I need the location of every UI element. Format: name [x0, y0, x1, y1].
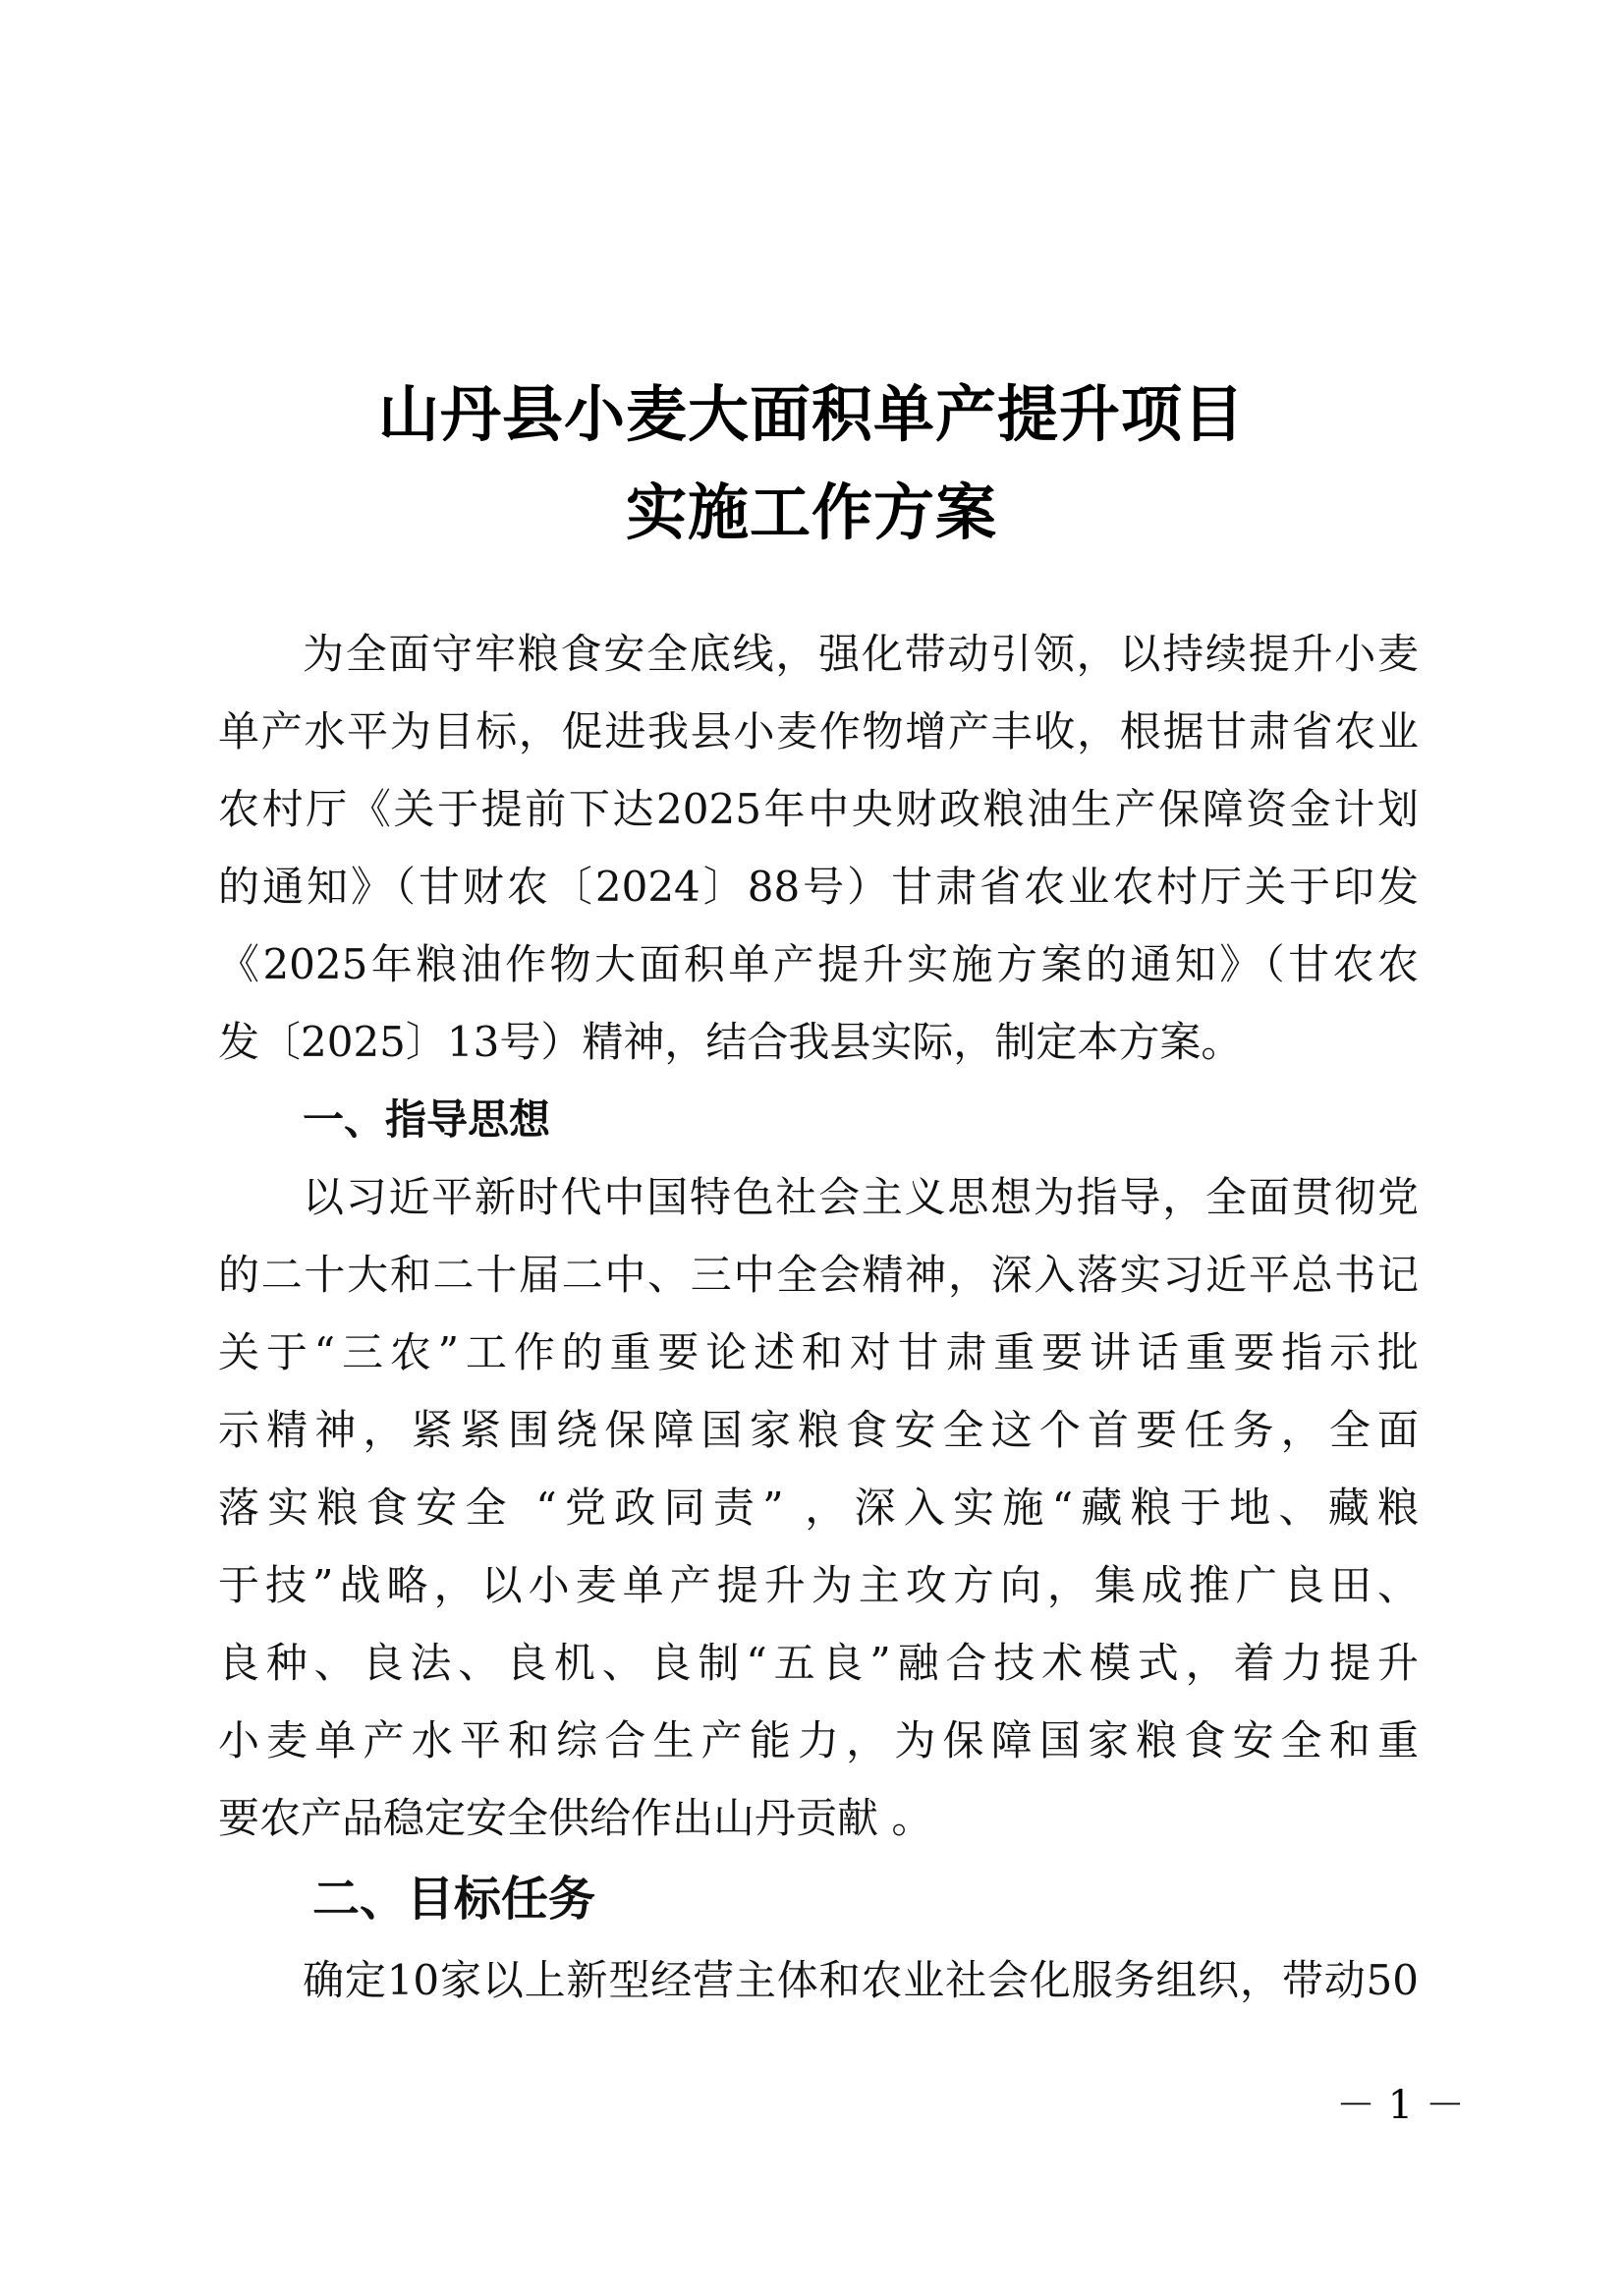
- intro-line: 农村厅《关于提前下达2025年中央财政粮油生产保障资金计划: [218, 785, 1419, 833]
- paragraph-line: 要农产品稳定安全供给作出山丹贡献 。: [218, 1794, 933, 1842]
- intro-paragraph: [218, 615, 1419, 1081]
- paragraph-line: 确定10家以上新型经营主体和农业社会化服务组织，带动50: [303, 1956, 1419, 2004]
- intro-line: 为全面守牢粮食安全底线，强化带动引领，以持续提升小麦: [303, 630, 1419, 678]
- paragraph-line: 小麦单产水平和综合生产能力，为保障国家粮食安全和重: [218, 1716, 1419, 1764]
- document-title: [0, 365, 1623, 562]
- targets-paragraph: [218, 1941, 1419, 2019]
- paragraph-line: 良种、良法、良机、良制“五良”融合技术模式，着力提升: [218, 1639, 1419, 1687]
- paragraph-line: 以习近平新时代中国特色社会主义思想为指导，全面贯彻党: [303, 1173, 1419, 1221]
- title-line-1: 山丹县小麦大面积单产提升项目: [377, 378, 1245, 450]
- paragraph-line: 的二十大和二十届二中、三中全会精神，深入落实习近平总书记: [218, 1251, 1419, 1299]
- guiding-thought-paragraph: [218, 1158, 1419, 1857]
- intro-line: 《2025年粮油作物大面积单产提升实施方案的通知》（甘农农: [218, 940, 1419, 988]
- paragraph-line: 关于“三农”工作的重要论述和对甘肃重要讲话重要指示批: [218, 1328, 1419, 1376]
- section-heading-guiding-thought: 一、指导思想: [303, 1095, 551, 1144]
- title-line-2: 实施工作方案: [625, 476, 997, 548]
- section-heading-targets: 二、目标任务: [312, 1872, 596, 1927]
- paragraph-line: 示精神，紧紧围绕保障国家粮食安全这个首要任务，全面: [218, 1406, 1419, 1454]
- intro-line: 发〔2025〕13号）精神，结合我县实际，制定本方案。: [218, 1018, 1243, 1066]
- intro-line: 的通知》（甘财农〔2024〕88号）甘肃省农业农村厅关于印发: [218, 863, 1419, 911]
- paragraph-line: 于技”战略，以小麦单产提升为主攻方向，集成推广良田、: [218, 1561, 1419, 1609]
- document-body: [218, 615, 1419, 2019]
- paragraph-line: 落实粮食安全 “党政同责” ，深入实施“藏粮于地、藏粮: [218, 1484, 1419, 1532]
- page-number: － 1 －: [1336, 2083, 1465, 2128]
- intro-line: 单产水平为目标，促进我县小麦作物增产丰收，根据甘肃省农业: [218, 707, 1419, 756]
